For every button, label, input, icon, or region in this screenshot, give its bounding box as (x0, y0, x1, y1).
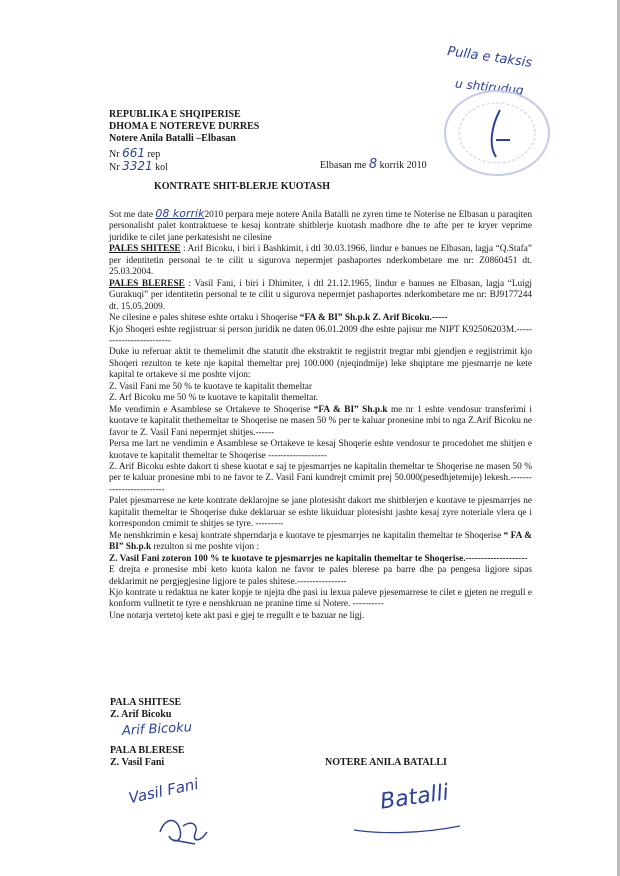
place-date: Elbasan me 8 korrik 2010 (320, 157, 427, 172)
price-paragraph: Z. Arif Bicoku eshte dakort ti shese kuotat e saj te pjesmarrjes ne kapitalin themeltar te Shoqerise ne masen 50 % per te kaluar pronesine mbi to ne favor te Z. Vasil Fani kundrejt cmimit prej 50.000(pesedhjetemije) lekesh.------------------------- (109, 461, 532, 495)
buyer-initials-icon (155, 812, 215, 848)
ownership-paragraph: Z. Vasil Fani zoteron 100 % te kuotave te pjesmarrjes ne kapitalin themeltar te Shoqerise.-------------------- (109, 553, 528, 564)
header-notary: Notere Anila Batalli –Elbasan (109, 133, 236, 144)
notary-signature: Batalli (378, 780, 451, 815)
share-arif: Z. Arf Bicoku me 50 % te kuotave te kapitalit themeltar. (109, 393, 319, 404)
notary-heading: NOTERE ANILA BATALLI (325, 757, 447, 768)
intro-paragraph: Sot me date 08 korrik2010 perpara meje notere Anila Batalli ne zyren time te Noterise ne Elbasan u paraqiten personalisht palet kontraktuese te kesaj kontrate shitblerje kuotash madhore dhe te afte per te kryer veprime juridike te cilet jane perkatesisht ne cilesine (109, 207, 532, 243)
copies-paragraph: Kjo kontrate u redaktua ne kater kopje te njejta dhe pasi iu lexua paleve pjesemarrese te cilet e gjeten ne rregull e konform vullnetit te tyre e nenshkruan ne pranine time si Notere. ---------- (109, 587, 532, 610)
seller-signature: Arif Bicoku (121, 720, 193, 739)
seller-paragraph: PALES SHITESE : Arif Bicoku, i biri i Bashkimit, i dtl 30.03.1966, lindur e banues ne Elbasan, lagja “Q.Stafa” per identitetin personal te te cilit u sigurova nepermjet pashaportes nderkombetare me nr: Z0860451 dt. 25.03.2004. (109, 244, 532, 278)
contract-body (109, 208, 532, 622)
buyer-name: Z. Vasil Fani (110, 757, 165, 768)
buyer-paragraph: PALES BLERESE : Vasil Fani, i biri i Dhimiter, i dtl 21.12.1965, lindur e banues ne Elbasan, lagja “Luigj Gurakuqi” per identitetin personal te te cilit u sigurova nepermjet pashaportes nderkombetare me nr: BJ9177244 dt. 15.05.2009. (109, 278, 532, 312)
header-republic: REPUBLIKA E SHQIPERISE (109, 109, 241, 120)
declaration-paragraph: Palet pjesmarrese ne kete kontrate deklarojne se jane plotesisht dakort me shitblerjen e kuotave te pjesmarrjes ne kapitalit themeltar te Shoqerise duke deklaruar se eshte likuiduar plotesisht jashte kesaj zyre noteriale vlera qe i korrespondon cmimit te shitjes se tyre. --------- (109, 496, 532, 530)
document-title: KONTRATE SHIT-BLERJE KUOTASH (154, 181, 330, 192)
rights-paragraph: E drejta e pronesise mbi keto kuota kalon ne favor te pales blerese pa barre dhe pa pengesa ligjore sipas deklarimit ne pergjegjesine ligjore te pales shitese.---------------- (109, 565, 532, 587)
share-vasil: Z. Vasil Fani me 50 % te kuotave te kapitalit themeltar (109, 381, 313, 392)
handwritten-note-line-2: u shtiruduq (454, 76, 525, 98)
procedure-paragraph: Persa me lart ne vendimin e Asamblese se Ortakeve te kesaj Shoqerie eshte vendosur te procedohet me shitjen e kuotave te kapitalit themeltar te Shoqerise ------------------- (109, 439, 532, 461)
notary-signature-flourish-icon (350, 800, 490, 840)
distribution-paragraph: Me nenshkrimin e kesaj kontrate shperndarja e kuotave te pjesmarrjes ne kapitalin themeltar te Shoqerise “ FA & BI” Sh.p.k rezulton si me poshte vijon : (109, 530, 532, 553)
capital-paragraph: Duke iu referuar aktit te themelimit dhe statutit dhe ekstraktit te regjistrit tregtar mbi gjendjen e regjistrimit kjo Shoqeri rezulton te kete nje kapital themeltar prej 100.000 (njeqindmije) leke shqiptare me pjesmarrje ne kete kapital te ortakeve si me poshte vijon: (109, 347, 532, 381)
handwritten-note-line-1: Pulla e taksis (446, 44, 533, 71)
notary-seal-icon (440, 85, 555, 180)
assembly-paragraph: Me vendimin e Asamblese se Ortakeve te Shoqerise “FA & BI” Sh.p.k me nr 1 eshte vendosur transferimi i kuotave te kapitalit thethemeltar te Shoqerise ne masen 50 % per te kaluar pronesine mbi to nga Z.Arif Bicoku ne favor te Z. Vasil Fani nepermjet shitjes.------ (109, 404, 532, 438)
header-chamber: DHOMA E NOTEREVE DURRES (109, 121, 260, 132)
buyer-heading: PALA BLERESE (110, 745, 185, 756)
nr-kol: Nr 3321 kol (109, 159, 168, 173)
buyer-signature: Vasil Fani (126, 774, 201, 808)
partner-paragraph: Ne cilesine e pales shitese eshte ortaku i Shoqerise “FA & BI” Sh.p.k Z. Arif Bicoku.----- (109, 313, 448, 324)
nr-rep: Nr 661 rep (109, 146, 161, 160)
seller-name: Z. Arif Bicoku (110, 709, 172, 720)
seller-heading: PALA SHITESE (110, 697, 182, 708)
registration-paragraph: Kjo Shoqeri eshte regjistruar si person juridik ne daten 06.01.2009 dhe eshte pajisur me NIPT K92506203M.------------------------- (109, 324, 532, 346)
certification-paragraph: Une notarja vertetoj kete akt pasi e gjej te rregullt e te bazuar ne ligj. (109, 610, 365, 621)
